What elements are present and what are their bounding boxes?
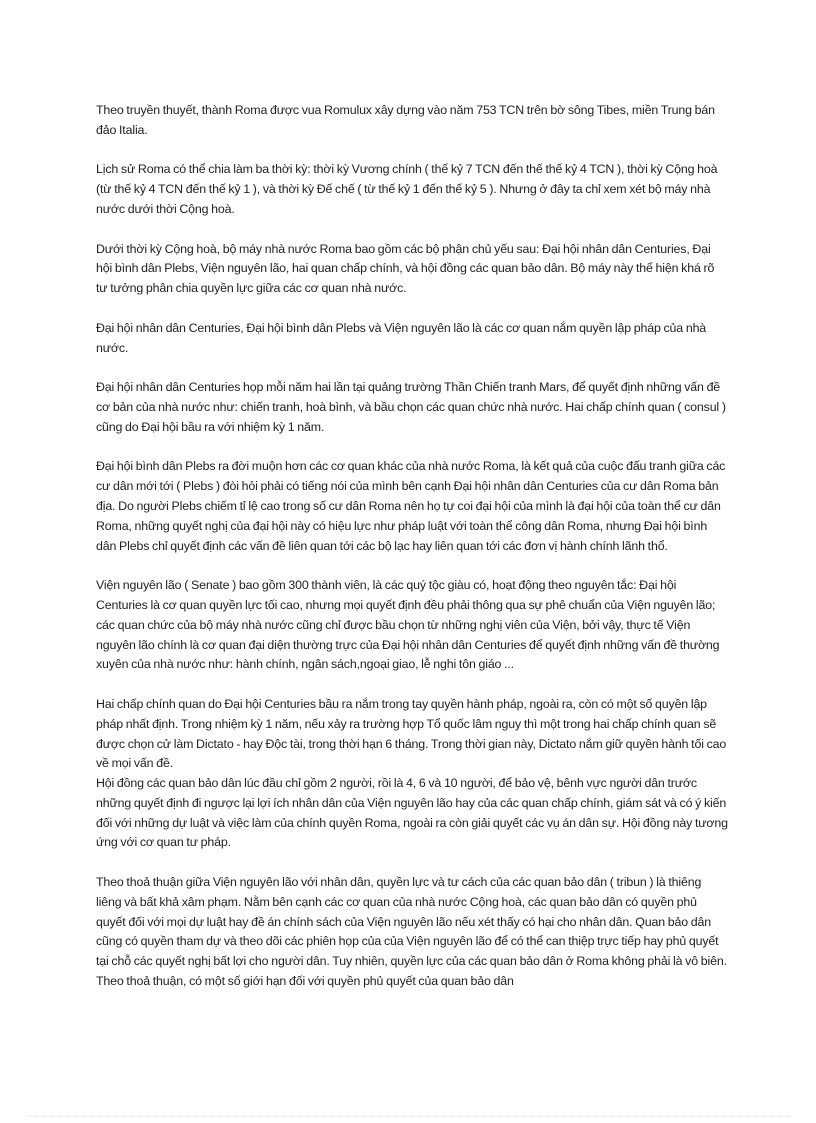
page-bottom-divider (28, 1116, 792, 1117)
paragraph-9: Hội đồng các quan bảo dân lúc đầu chỉ gồm 2 người, rồi là 4, 6 và 10 người, để bảo vệ, bênh vực người dân trước những quyết định đi ngược lại lợi ích nhân dân của Viện nguyên lão hay của các quan chấp chính, giám sát và có ý kiến đối với những dự luật và việc làm của chính quyền Roma, ngoài ra còn giải quyết các vụ án dân sự. Hội đồng này tương ứng với cơ quan tư pháp. (96, 776, 728, 850)
document-body (96, 101, 728, 992)
paragraph-2: Lịch sử Roma có thể chia làm ba thời kỳ: thời kỳ Vương chính ( thế kỷ 7 TCN đến thế thế kỷ 4 TCN ), thời kỳ Cộng hoà (từ thế kỷ 4 TCN đến thế kỷ 1 ), và thời kỳ Đế chế ( từ thế kỷ 1 đến thế kỷ 5 ). Nhưng ở đây ta chỉ xem xét bộ máy nhà nước dưới thời Cộng hoà. (96, 162, 718, 216)
paragraph-7: Viện nguyên lão ( Senate ) bao gồm 300 thành viên, là các quý tộc giàu có, hoạt động theo nguyên tắc: Đại hội Centuries là cơ quan quyền lực tối cao, nhưng mọi quyết định đều phải thông qua sự phê chuẩn của Viện nguyên lão; các quan chức của bộ máy nhà nước cũng chỉ được bầu chọn từ những nghị viên của Viện, bởi vậy, thực tế Viện nguyên lão chính là cơ quan đại diện thường trực của Đại hội nhân dân Centuries để quyết định những vấn đề thường xuyên của nhà nước như: hành chính, ngân sách,ngoại giao, lễ nghi tôn giáo ... (96, 578, 720, 672)
paragraph-4: Đại hội nhân dân Centuries, Đại hội bình dân Plebs và Viện nguyên lão là các cơ quan nắm quyền lập pháp của nhà nước. (96, 320, 707, 355)
paragraph-3: Dưới thời kỳ Cộng hoà, bộ máy nhà nước Roma bao gồm các bộ phận chủ yếu sau: Đại hội nhân dân Centuries, Đại hội bình dân Plebs, Viện nguyên lão, hai quan chấp chính, và hội đồng các quan bảo dân. Bộ máy này thể hiện khá rõ tư tưởng phân chia quyền lực giữa các cơ quan nhà nước. (96, 241, 715, 296)
paragraph-10: Theo thoả thuận giữa Viện nguyên lão với nhân dân, quyền lực và tư cách của các quan bảo dân ( tribun ) là thiêng liêng và bất khả xâm phạm. Nằm bên cạnh các cơ quan của nhà nước Cộng hoà, các quan bảo dân có quyền phủ quyết đối với mọi dự luật hay đề án chính sách của Viện nguyên lão nếu xét thấy có hại cho nhân dân. Quan bảo dân cũng có quyền tham dự và theo dõi các phiên họp của của Viện nguyên lão để có thể can thiệp trực tiếp hay phủ quyết tại chỗ các quyết nghị bất lợi cho người dân. Tuy nhiên, quyền lực của các quan bảo dân ở Roma không phải là vô biên. Theo thoả thuận, có một số giới hạn đối với quyền phủ quyết của quan bảo dân (96, 875, 727, 989)
paragraph-5: Đại hội nhân dân Centuries họp mỗi năm hai lần tại quảng trường Thần Chiến tranh Mars, để quyết định những vấn đề cơ bản của nhà nước như: chiến tranh, hoà bình, và bầu chọn các quan chức nhà nước. Hai chấp chính quan ( consul ) cũng do Đại hội bầu ra với nhiệm kỳ 1 năm. (96, 380, 726, 434)
paragraph-8: Hai chấp chính quan do Đại hội Centuries bầu ra nắm trong tay quyền hành pháp, ngoài ra, còn có một số quyền lập pháp nhất định. Trong nhiệm kỳ 1 năm, nếu xảy ra trường hợp Tổ quốc lâm nguy thì một trong hai chấp chính quan sẽ được chọn cử làm Dictato - hay Độc tài, trong thời hạn 6 tháng. Trong thời gian này, Dictato nắm giữ quyền hành tối cao về mọi vấn đề. (96, 696, 727, 771)
paragraph-1: Theo truyền thuyết, thành Roma được vua Romulux xây dựng vào năm 753 TCN trên bờ sông Tibes, miền Trung bán đảo Italia. (96, 103, 715, 137)
paragraph-6: Đại hội bình dân Plebs ra đời muộn hơn các cơ quan khác của nhà nước Roma, là kết quả của cuộc đấu tranh giữa các cư dân mới tới ( Plebs ) đòi hỏi phải có tiếng nói của mình bên cạnh Đại hội nhân dân Centuries của cư dân Roma bản địa. Do người Plebs chiếm tỉ lệ cao trong số cư dân Roma nên họ tự coi đại hội của mình là đại hội của toàn thể cư dân Roma, những quyết nghị của đại hội này có hiệu lực như pháp luật với toàn thể công dân Roma, nhưng Đại hội bình dân Plebs chỉ quyết định các vấn đề liên quan tới các bộ lạc hay liên quan tới các đơn vị hành chính lãnh thổ. (96, 459, 726, 553)
